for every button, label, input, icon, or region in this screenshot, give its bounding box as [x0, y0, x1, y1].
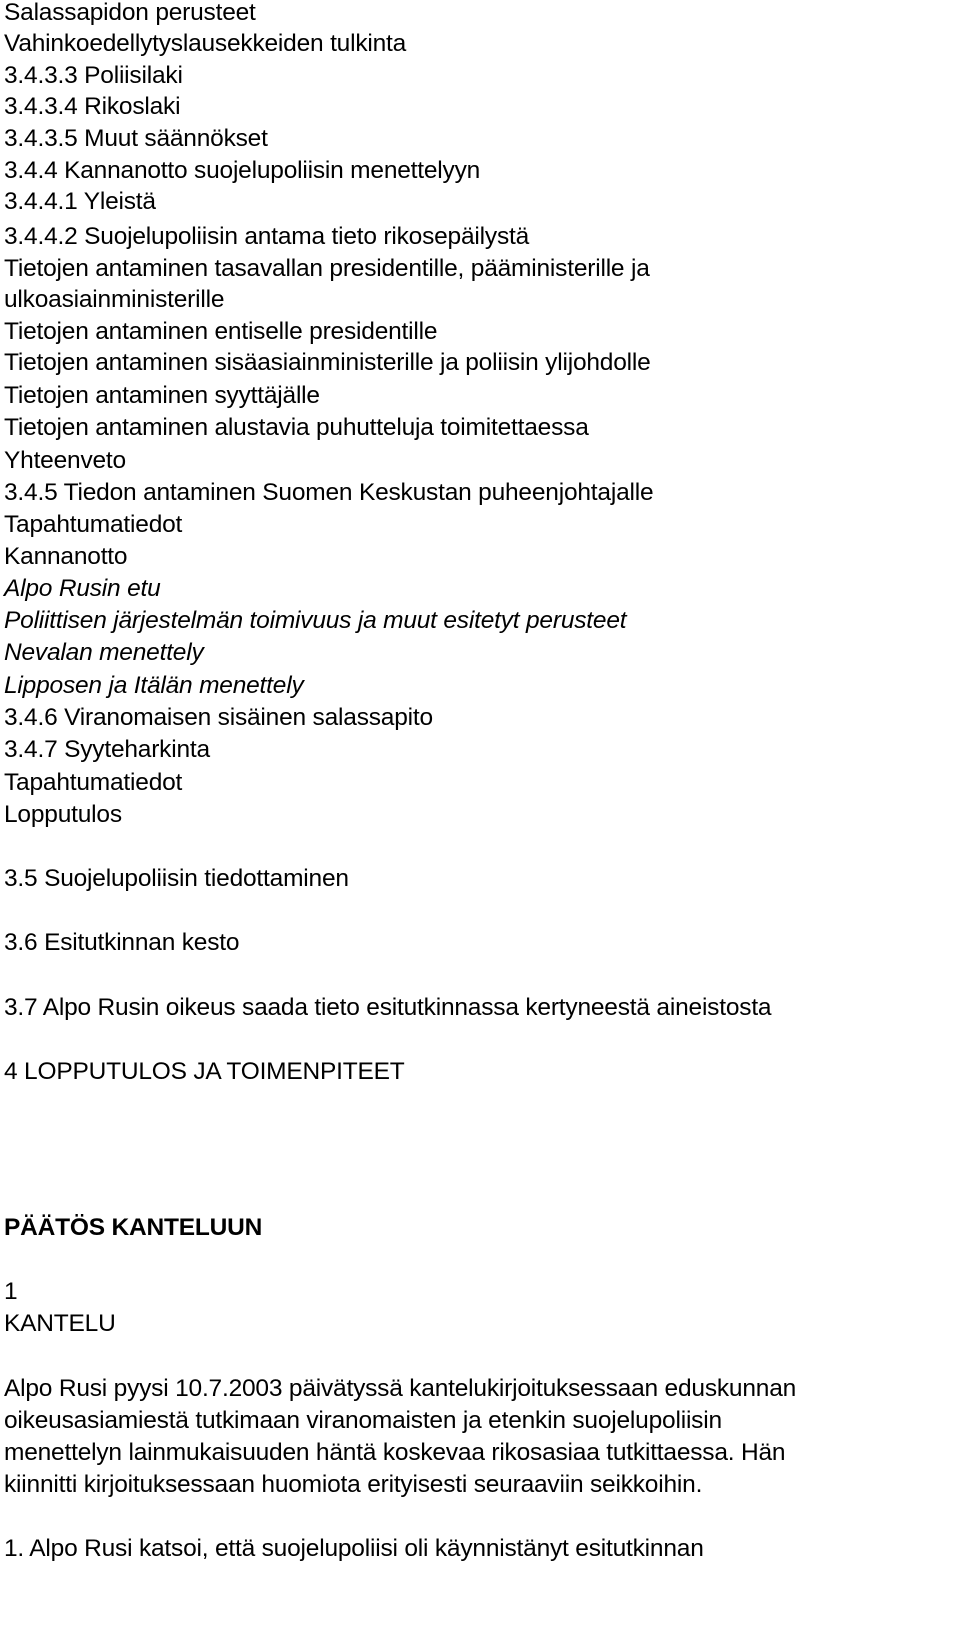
toc-line: Tapahtumatiedot	[4, 511, 183, 538]
paragraph-line: kiinnitti kirjoituksessaan huomiota erityisesti seuraaviin seikkoihin.	[4, 1471, 703, 1498]
toc-line: 4 LOPPUTULOS JA TOIMENPITEET	[4, 1058, 405, 1085]
toc-line: Tietojen antaminen tasavallan presidentille, pääministerille ja	[4, 255, 650, 282]
toc-line: Salassapidon perusteet	[4, 0, 256, 26]
toc-line: Tietojen antaminen syyttäjälle	[4, 382, 320, 409]
toc-line: Yhteenveto	[4, 447, 126, 474]
toc-line: Tietojen antaminen sisäasiainministerille ja poliisin ylijohdolle	[4, 349, 651, 376]
toc-line: 3.4.4.1 Yleistä	[4, 188, 156, 215]
toc-line: Tietojen antaminen entiselle presidentille	[4, 318, 438, 345]
paragraph-line: menettelyn lainmukaisuuden häntä koskevaa rikosasiaa tutkittaessa. Hän	[4, 1439, 786, 1466]
paragraph-line: Alpo Rusi pyysi 10.7.2003 päivätyssä kantelukirjoituksessaan eduskunnan	[4, 1375, 797, 1402]
decision-heading: PÄÄTÖS KANTELUUN	[4, 1214, 263, 1241]
toc-line: 3.6 Esitutkinnan kesto	[4, 929, 240, 956]
toc-line: Tietojen antaminen alustavia puhutteluja toimitettaessa	[4, 414, 589, 441]
toc-line: Nevalan menettely	[4, 639, 204, 666]
toc-line: 3.4.3.4 Rikoslaki	[4, 93, 181, 120]
toc-line: 3.5 Suojelupoliisin tiedottaminen	[4, 865, 349, 892]
section-number: 1	[4, 1278, 18, 1305]
toc-line: Tapahtumatiedot	[4, 769, 183, 796]
toc-line: Kannanotto	[4, 543, 128, 570]
toc-line: 3.4.6 Viranomaisen sisäinen salassapito	[4, 704, 433, 731]
section-title: KANTELU	[4, 1310, 116, 1337]
toc-line: Lipposen ja Itälän menettely	[4, 672, 304, 699]
toc-line: 3.4.3.5 Muut säännökset	[4, 125, 268, 152]
list-item: 1. Alpo Rusi katsoi, että suojelupoliisi oli käynnistänyt esitutkinnan	[4, 1535, 704, 1562]
toc-line: Poliittisen järjestelmän toimivuus ja muut esitetyt perusteet	[4, 607, 627, 634]
toc-line: 3.7 Alpo Rusin oikeus saada tieto esitutkinnassa kertyneestä aineistosta	[4, 994, 772, 1021]
paragraph-line: oikeusasiamiestä tutkimaan viranomaisten ja etenkin suojelupoliisin	[4, 1407, 722, 1434]
toc-line: 3.4.7 Syyteharkinta	[4, 736, 210, 763]
toc-line: Vahinkoedellytyslausekkeiden tulkinta	[4, 30, 407, 57]
toc-line: 3.4.4 Kannanotto suojelupoliisin menettelyyn	[4, 157, 481, 184]
toc-line: Alpo Rusin etu	[4, 575, 161, 602]
toc-line: 3.4.4.2 Suojelupoliisin antama tieto rikosepäilystä	[4, 223, 530, 250]
toc-line: ulkoasiainministerille	[4, 286, 225, 313]
toc-line: Lopputulos	[4, 801, 122, 828]
toc-line: 3.4.5 Tiedon antaminen Suomen Keskustan puheenjohtajalle	[4, 479, 654, 506]
toc-line: 3.4.3.3 Poliisilaki	[4, 62, 183, 89]
